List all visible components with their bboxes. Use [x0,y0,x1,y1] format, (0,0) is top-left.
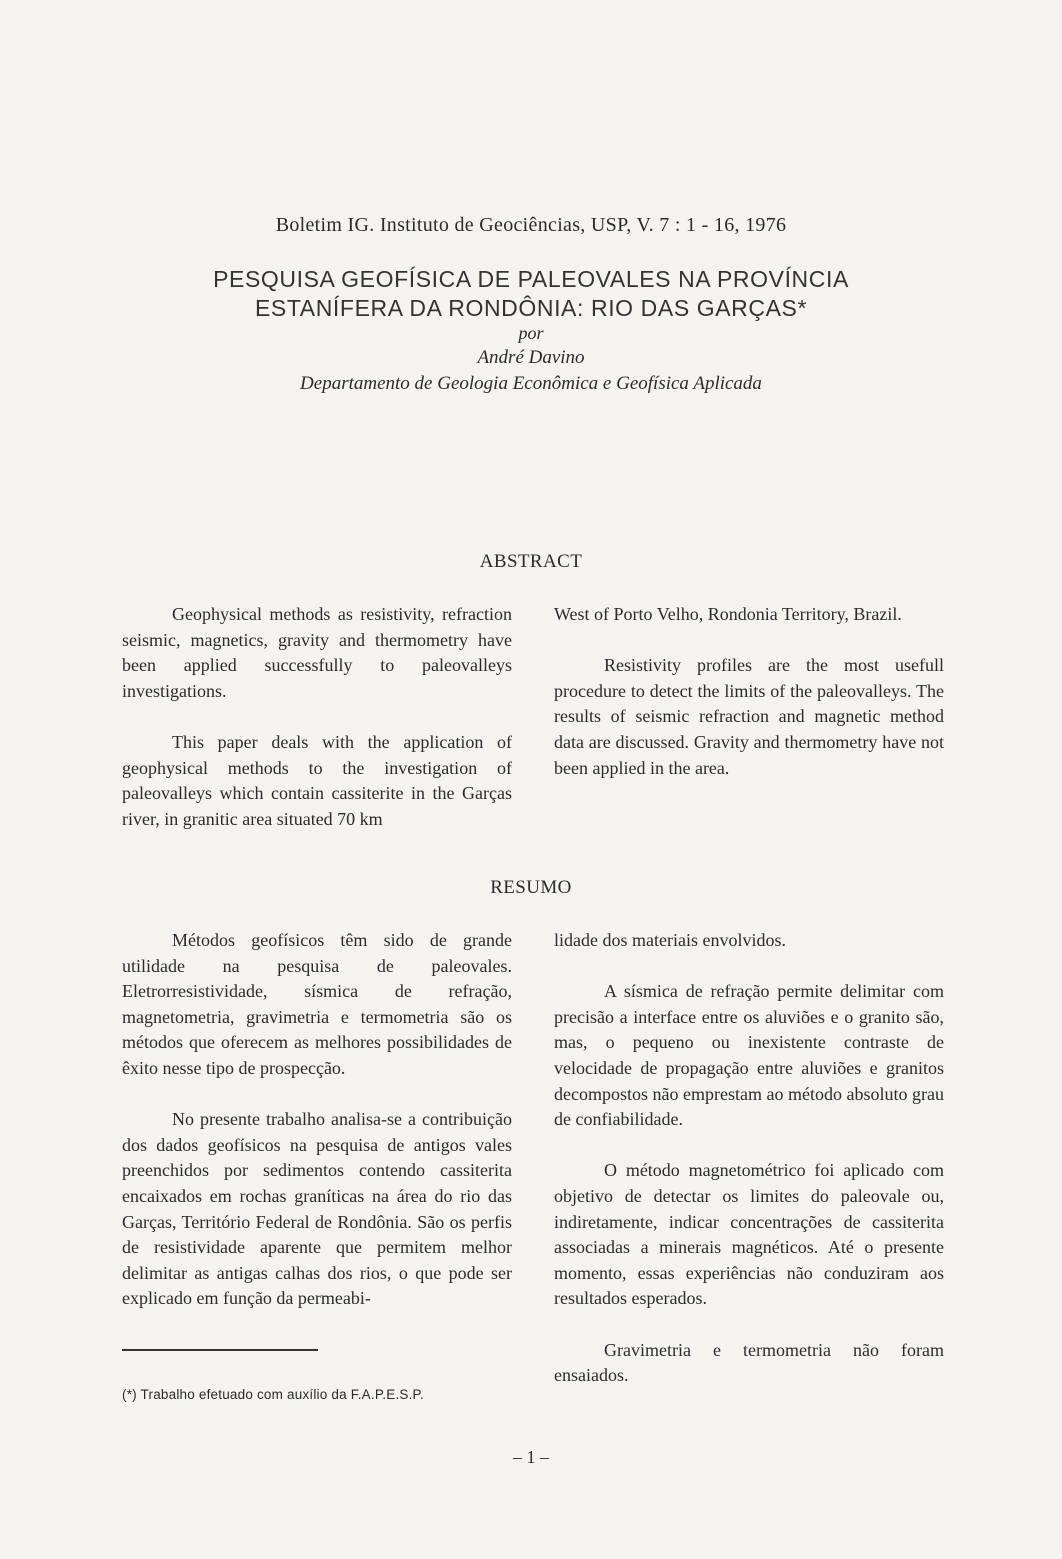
resumo-paragraph-3: A sísmica de refração permite delimitar com precisão a interface entre os aluviões e o granito são, mas, o pequeno ou inexistente contraste de velocidade de propagação entre aluviões e granitos decompostos não emprestam ao método absoluto grau de confiabilidade. [554,981,944,1130]
journal-citation: Boletim IG. Instituto de Geociências, USP, V. 7 : 1 - 16, 1976 [275,214,787,236]
resumo-paragraph-4: O método magnetométrico foi aplicado com objetivo de detectar os limites do paleovale ou, indiretamente, indicar concentrações de cassiterita associadas a minerais magnéticos. Até o presente momento, essas experiências não conduziram aos resultados esperados. [554,1160,944,1309]
page-number: – 1 – [513,1447,549,1467]
author-name: André Davino [477,347,585,368]
abstract-left-column [122,602,512,832]
resumo-right-column [554,928,944,1389]
resumo-paragraph-2-end: lidade dos materiais envolvidos. [554,930,786,950]
department: Departamento de Geologia Econômica e Geofísica Aplicada [300,373,762,394]
abstract-paragraph-2-end: West of Porto Velho, Rondonia Territory, Brazil. [554,604,902,624]
article-title-line-1: PESQUISA GEOFÍSICA DE PALEOVALES NA PROVÍNCIA [213,266,849,292]
abstract-paragraph-1: Geophysical methods as resistivity, refraction seismic, magnetics, gravity and thermometry have been applied successfully to paleovalleys investigations. [122,604,512,701]
abstract-paragraph-2-start: This paper deals with the application of geophysical methods to the investigation of paleovalleys which contain cassiterite in the Garças river, in granitic area situated 70 km [122,731,512,829]
resumo-heading: RESUMO [490,877,572,898]
resumo-paragraph-5: Gravimetria e termometria não foram ensaiados. [554,1339,944,1386]
abstract-heading: ABSTRACT [479,551,583,572]
resumo-left-column [122,928,512,1312]
resumo-paragraph-1: Métodos geofísicos têm sido de grande utilidade na pesquisa de paleovales. Eletrorresistividade, sísmica de refração, magnetometria, gravimetria e termometria são os métodos que oferecem as melhores possibilidades de êxito nesse tipo de prospecção. [122,930,512,1078]
byline-por: por [518,323,544,343]
article-title-line-2: ESTANÍFERA DA RONDÔNIA: RIO DAS GARÇAS* [254,295,808,321]
abstract-paragraph-3: Resistivity profiles are the most usefull procedure to detect the limits of the paleovalleys. The results of seismic refraction and magnetic method data are discussed. Gravity and thermometry have not been applied in the area. [554,655,944,778]
footnote-divider [122,1349,318,1351]
resumo-paragraph-2-start: No presente trabalho analisa-se a contribuição dos dados geofísicos na pesquisa de antigos vales preenchidos por sedimentos contendo cassiterita encaixados em rochas graníticas na área do rio das Garças, Território Federal de Rondônia. São os perfis de resistividade aparente que permitem melhor delimitar as antigas calhas dos rios, o que pode ser explicado em função da permeabi- [122,1109,512,1309]
abstract-right-column [554,602,944,781]
footnote: (*) Trabalho efetuado com auxílio da F.A.P.E.S.P. [122,1387,424,1402]
